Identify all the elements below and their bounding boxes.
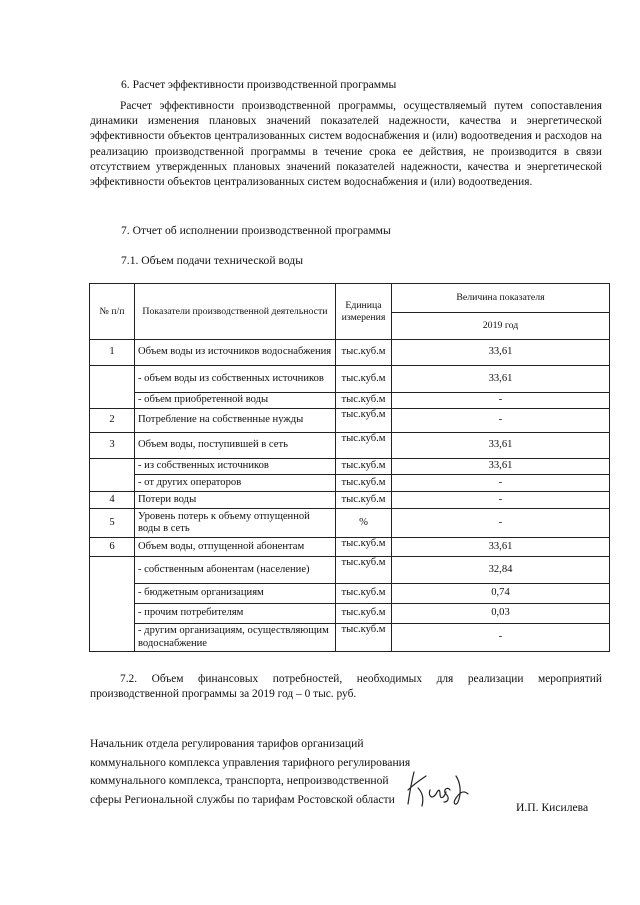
row-num: 3 (90, 433, 135, 459)
row-num (90, 366, 135, 409)
row-unit: тыс.куб.м (336, 475, 392, 492)
table-row (90, 409, 610, 433)
row-unit: тыс.куб.м (336, 340, 392, 366)
row-indicator: - собственным абонентам (население) (135, 557, 336, 584)
header-value-group: Величина показателя (392, 284, 610, 313)
row-value: 33,61 (392, 433, 610, 459)
row-unit: тыс.куб.м (336, 393, 392, 409)
row-value: 33,61 (392, 340, 610, 366)
table-row (90, 557, 610, 584)
row-num (90, 459, 135, 492)
table-row (90, 393, 610, 409)
row-unit: % (336, 509, 392, 538)
row-value: 32,84 (392, 557, 610, 584)
row-indicator: - из собственных источников (135, 459, 336, 475)
signature-image (400, 768, 480, 810)
row-unit: тыс.куб.м (336, 409, 392, 433)
row-unit: тыс.куб.м (336, 366, 392, 393)
row-indicator: Объем воды из источников водоснабжения (135, 340, 336, 366)
row-value: 33,61 (392, 366, 610, 393)
row-indicator: Объем воды, отпущенной абонентам (135, 538, 336, 557)
section-6-heading: 6. Расчет эффективности производственной программы (121, 78, 397, 91)
row-unit: тыс.куб.м (336, 604, 392, 624)
row-num: 2 (90, 409, 135, 433)
row-indicator: Уровень потерь к объему отпущенной воды в сеть (135, 509, 336, 538)
table-row (90, 624, 610, 652)
row-num (90, 557, 135, 652)
table-row (90, 340, 610, 366)
section-6-paragraph: Расчет эффективности производственной программы, осуществляемый путем сопоставления динамики изменения плановых значений показателей надежности, качества и энергетической эффективности объектов централизованных систем водоснабжения и (или) водоотведения и расходов на реализацию производственной программы в течение срока ее действия, не производится в связи отсутствием утвержденных плановых значений показателей надежности, качества и энергетической эффективности объектов централизованных систем водоснабжения и (или) водоотведения. (90, 100, 602, 189)
row-value: 0,03 (392, 604, 610, 624)
row-value: - (392, 624, 610, 652)
signatory-position: Начальник отдела регулирования тарифов организаций коммунального комплекса управления тарифного регулирования коммунального комплекса, транспорта, непроизводственной сферы Региональной службы по тарифам Ростовской области (90, 737, 411, 806)
table-row (90, 584, 610, 604)
table-row (90, 604, 610, 624)
row-indicator: Потребление на собственные нужды (135, 409, 336, 433)
row-indicator: - прочим потребителям (135, 604, 336, 624)
row-value: 33,61 (392, 459, 610, 475)
row-value: - (392, 475, 610, 492)
row-indicator: Объем воды, поступившей в сеть (135, 433, 336, 459)
row-value: - (392, 393, 610, 409)
header-indicator: Показатели производственной деятельности (135, 284, 336, 340)
row-unit: тыс.куб.м (336, 538, 392, 557)
table-row (90, 433, 610, 459)
table-row (90, 509, 610, 538)
row-indicator: - от других операторов (135, 475, 336, 492)
row-num: 5 (90, 509, 135, 538)
table-row (90, 366, 610, 393)
row-indicator: - объем приобретенной воды (135, 393, 336, 409)
table-row (90, 538, 610, 557)
row-value: - (392, 509, 610, 538)
row-unit: тыс.куб.м (336, 492, 392, 509)
row-value: - (392, 409, 610, 433)
row-num: 6 (90, 538, 135, 557)
section-7-heading: 7. Отчет об исполнении производственной программы (121, 224, 391, 237)
row-indicator: Потери воды (135, 492, 336, 509)
row-unit: тыс.куб.м (336, 624, 392, 652)
row-unit: тыс.куб.м (336, 584, 392, 604)
row-unit: тыс.куб.м (336, 459, 392, 475)
header-unit: Единица измерения (336, 284, 392, 340)
table-row (90, 492, 610, 509)
row-unit: тыс.куб.м (336, 433, 392, 459)
table-row (90, 459, 610, 475)
section-7-1-heading: 7.1. Объем подачи технической воды (121, 254, 303, 267)
row-indicator: - объем воды из собственных источников (135, 366, 336, 393)
row-indicator: - другим организациям, осуществляющим водоснабжение (135, 624, 336, 652)
row-num: 1 (90, 340, 135, 366)
signatory-name: И.П. Кисилева (516, 801, 589, 814)
row-unit: тыс.куб.м (336, 557, 392, 584)
row-indicator: - бюджетным организациям (135, 584, 336, 604)
header-num: № п/п (90, 284, 135, 340)
row-value: 0,74 (392, 584, 610, 604)
row-num: 4 (90, 492, 135, 509)
section-7-2-paragraph: 7.2. Объем финансовых потребностей, необходимых для реализации мероприятий производственной программы за 2019 год – 0 тыс. руб. (90, 673, 602, 701)
water-supply-table (89, 283, 610, 652)
row-value: 33,61 (392, 538, 610, 557)
header-year: 2019 год (392, 313, 610, 340)
table-row (90, 475, 610, 492)
row-value: - (392, 492, 610, 509)
